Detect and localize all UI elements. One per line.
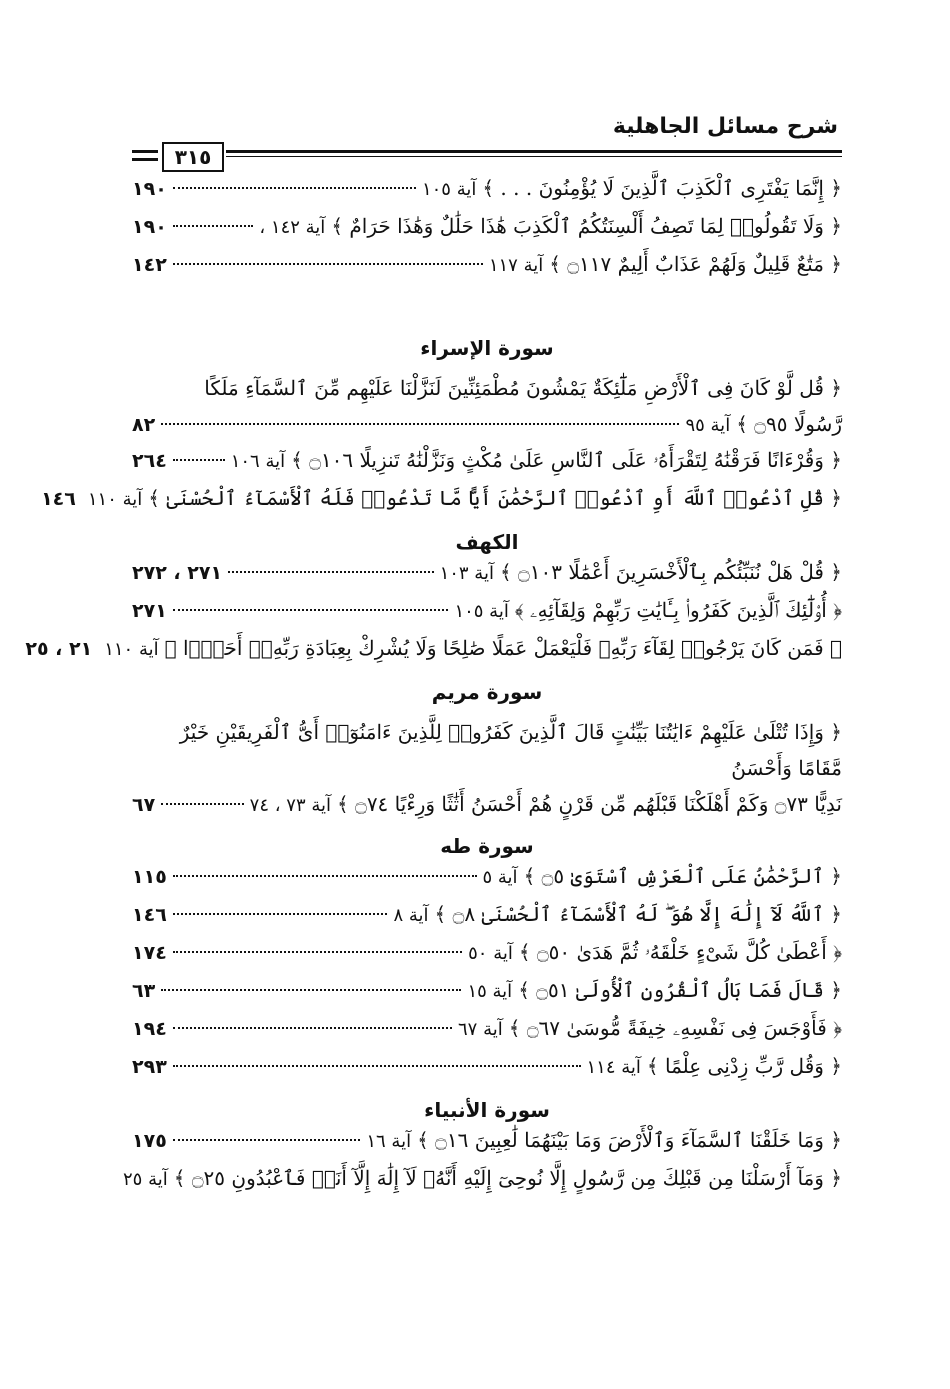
verse-ref: آية ١٥ — [467, 981, 513, 1002]
page-refs: ١٩٠ — [132, 216, 167, 238]
verse-text: ﴿ ٱللَّهُ لَآ إِلَٰهَ إِلَّا هُوَ ۖ لَهُ ٱلْأَسْمَآءُ ٱلْحُسْنَىٰ ۝٨ ﴾ — [434, 902, 842, 926]
page-refs: ٢٦٤ — [132, 450, 167, 472]
leader-dots — [173, 1139, 361, 1141]
leader-dots — [173, 459, 225, 461]
verse-ref: آية ١٠٥ — [421, 179, 477, 200]
page-refs: ١٩٤ — [132, 1018, 167, 1040]
verse-ref: آية ٦٧ — [458, 1019, 503, 1040]
verse-ref: آية ١٦ — [366, 1131, 412, 1152]
verse-ref: آية ٧٣ ، ٧٤ — [249, 795, 332, 816]
surah-heading: سورة الإسراء — [420, 336, 554, 360]
verse-text: ﴿ أَعْطَىٰ كُلَّ شَىْءٍ خَلْقَهُۥ ثُمَّ هَدَىٰ ۝٥٠ ﴾ — [518, 940, 842, 964]
leader-dots — [173, 609, 449, 611]
surah-heading: سورة الأنبياء — [424, 1098, 550, 1122]
verse-ref: آية ٨ — [393, 905, 429, 926]
verse-ref: آية ١١٠ — [104, 639, 159, 660]
index-entry — [132, 598, 842, 636]
index-entry — [132, 252, 842, 290]
leader-dots — [173, 1065, 581, 1067]
leader-dots — [173, 913, 388, 915]
verse-index — [25, 176, 842, 1204]
header-rule-thin — [226, 156, 842, 157]
leader-dots — [173, 875, 477, 877]
index-entry — [41, 486, 842, 524]
verse-ref: آية ١٠٣ — [439, 563, 494, 584]
page-refs: ١٤٦ — [132, 904, 167, 926]
index-entry — [132, 214, 842, 252]
verse-text: ﴿ فَمَن كَانَ يَرْجُوا۟ لِقَآءَ رَبِّهِۦ فَلْيَعْمَلْ عَمَلًا صَٰلِحًا وَلَا يُشْرِكْ بِعِبَادَةِ رَبِّهِۦٓ أَحَدًۢا ﴾ — [164, 636, 842, 660]
surah-heading: سورة مريم — [431, 680, 543, 704]
index-entry — [132, 176, 842, 214]
leader-dots — [173, 187, 416, 189]
page-refs: ١٧٥ — [132, 1130, 167, 1152]
page-refs: ٢٩٣ — [132, 1056, 167, 1078]
leader-dots — [161, 989, 461, 991]
verse-text-cont: رَّسُولًا ۝٩٥ ﴾ — [736, 412, 842, 436]
page-refs: ٦٧ — [132, 794, 156, 816]
leader-dots — [173, 1027, 452, 1029]
verse-text: ﴿ قَالَ فَمَا بَالُ ٱلْقُرُونِ ٱلْأُولَىٰ ۝٥١ ﴾ — [518, 978, 842, 1002]
page-refs: ١٤٦ — [41, 488, 76, 510]
index-entry — [25, 636, 842, 674]
verse-text: ﴿ قُلْ هَلْ نُنَبِّئُكُم بِٱلْأَخْسَرِينَ أَعْمَٰلًا ۝١٠٣ ﴾ — [499, 560, 842, 584]
leader-dots — [161, 803, 243, 805]
verse-ref: آية ٥٠ — [468, 943, 513, 964]
verse-ref: آية ١١٧ — [488, 255, 544, 276]
page-refs: ٢٧١ — [132, 600, 167, 622]
verse-ref: آية ١٠٥ — [454, 601, 509, 622]
verse-ref: آية ٩٥ — [685, 415, 731, 436]
verse-text: ﴿ وَقُل رَّبِّ زِدْنِى عِلْمًا ﴾ — [646, 1054, 842, 1078]
page-refs: ١٧٤ — [132, 942, 167, 964]
verse-text: ﴿ وَإِذَا تُتْلَىٰ عَلَيْهِمْ ءَايَٰتُنَا بَيِّنَٰتٍ قَالَ ٱلَّذِينَ كَفَرُوا۟ لِلَّذِينَ ءَامَنُوٓا۟ أَىُّ ٱلْفَرِيقَيْنِ خَيْرٌ مَّقَامًا وَأَحْسَنُ — [179, 720, 842, 780]
header-rule — [226, 150, 842, 153]
page-refs: ٢٧١ ، ٢٧٢ — [132, 562, 223, 584]
index-entry — [132, 710, 842, 828]
index-entry — [123, 1166, 842, 1204]
index-entry — [132, 1128, 842, 1166]
verse-text: ﴿ وَمَا خَلَقْنَا ٱلسَّمَآءَ وَٱلْأَرْضَ وَمَا بَيْنَهُمَا لَٰعِبِينَ ۝١٦ ﴾ — [417, 1128, 842, 1152]
index-entry — [132, 560, 842, 598]
verse-text: ﴿ ٱلرَّحْمَٰنُ عَلَى ٱلْعَرْشِ ٱسْتَوَىٰ ۝٥ ﴾ — [523, 864, 842, 888]
verse-text: ﴿ مَتَٰعٌ قَلِيلٌ وَلَهُمْ عَذَابٌ أَلِيمٌ ۝١١٧ ﴾ — [549, 252, 842, 276]
verse-ref: آية ٢٥ — [123, 1169, 168, 1190]
running-header-title: شرح مسائل الجاهلية — [612, 114, 838, 139]
verse-ref: آية ١١٠ — [87, 489, 143, 510]
verse-text: ﴿ وَلَا تَقُولُوا۟ لِمَا تَصِفُ أَلْسِنَتُكُمُ ٱلْكَذِبَ هَٰذَا حَلَٰلٌ وَهَٰذَا حَرَامٌ ﴾ — [331, 214, 842, 238]
leader-dots — [173, 225, 254, 227]
verse-text: ﴿ فَأَوْجَسَ فِى نَفْسِهِۦ خِيفَةً مُّوسَىٰ ۝٦٧ ﴾ — [508, 1016, 842, 1040]
header-rule-left — [132, 150, 158, 153]
page-refs: ٨٢ — [132, 414, 156, 436]
verse-text: ﴿ وَمَآ أَرْسَلْنَا مِن قَبْلِكَ مِن رَّسُولٍ إِلَّا نُوحِىٓ إِلَيْهِ أَنَّهُۥ لَآ إِلَٰهَ إِلَّآ أَنَا۠ فَٱعْبُدُونِ ۝٢٥ ﴾ — [173, 1166, 842, 1190]
verse-text: ﴿ وَقُرْءَانًا فَرَقْنَٰهُ لِتَقْرَأَهُۥ عَلَى ٱلنَّاسِ عَلَىٰ مُكْثٍ وَنَزَّلْنَٰهُ تَنزِيلًا ۝١٠٦ ﴾ — [291, 448, 842, 472]
surah-heading: الكهف — [455, 530, 519, 554]
verse-text: ﴿ إِنَّمَا يَفْتَرِى ٱلْكَذِبَ ٱلَّذِينَ لَا يُؤْمِنُونَ . . . ﴾ — [482, 176, 842, 200]
index-entry — [132, 864, 842, 902]
leader-dots — [161, 423, 679, 425]
surah-heading: سورة طه — [440, 834, 534, 858]
index-entry — [132, 1016, 842, 1054]
verse-ref: آية ٥ — [482, 867, 518, 888]
verse-ref: آية ١٠٦ — [230, 451, 286, 472]
leader-dots — [173, 263, 483, 265]
index-entry — [132, 1054, 842, 1092]
verse-ref: آية ١١٤ — [586, 1057, 641, 1078]
leader-dots — [173, 951, 462, 953]
index-entry — [132, 902, 842, 940]
page-refs: ١٤٢ — [132, 254, 167, 276]
index-entry — [132, 940, 842, 978]
verse-text-cont: نَدِيًّا ۝٧٣ وَكَمْ أَهْلَكْنَا قَبْلَهُم مِّن قَرْنٍ هُمْ أَحْسَنُ أَثَٰثًا وَرِءْيًا ۝٧٤ ﴾ — [337, 792, 842, 816]
header-rule-left-thin — [132, 158, 158, 161]
spacer — [132, 290, 842, 330]
page-refs: ٢١ ، ٢٥ — [25, 638, 93, 660]
verse-ref: آية ١٤٢ ، — [259, 217, 326, 238]
leader-dots — [228, 571, 434, 573]
verse-text: ﴿ قُلِ ٱدْعُوا۟ ٱللَّهَ أَوِ ٱدْعُوا۟ ٱلرَّحْمَٰنَ أَيًّا مَّا تَدْعُوا۟ فَلَهُ ٱلْأَسْمَآءُ ٱلْحُسْنَىٰ ﴾ — [148, 486, 842, 510]
index-entry — [132, 978, 842, 1016]
page-number: ٣١٥ — [162, 142, 224, 172]
page-refs: ٦٣ — [132, 980, 156, 1002]
verse-text: ﴿ قُل لَّوْ كَانَ فِى ٱلْأَرْضِ مَلَٰٓئِكَةٌ يَمْشُونَ مُطْمَئِنِّينَ لَنَزَّلْنَا عَلَيْهِم مِّنَ ٱلسَّمَآءِ مَلَكًا — [204, 376, 842, 400]
index-entry — [132, 448, 842, 486]
page-refs: ١٩٠ — [132, 178, 167, 200]
index-entry — [132, 366, 842, 448]
page-refs: ١١٥ — [132, 866, 167, 888]
verse-text: ﴿ أُو۟لَٰٓئِكَ ٱلَّذِينَ كَفَرُوا۟ بِـَٔايَٰتِ رَبِّهِمْ وَلِقَآئِهِۦ ﴾ — [514, 598, 842, 622]
